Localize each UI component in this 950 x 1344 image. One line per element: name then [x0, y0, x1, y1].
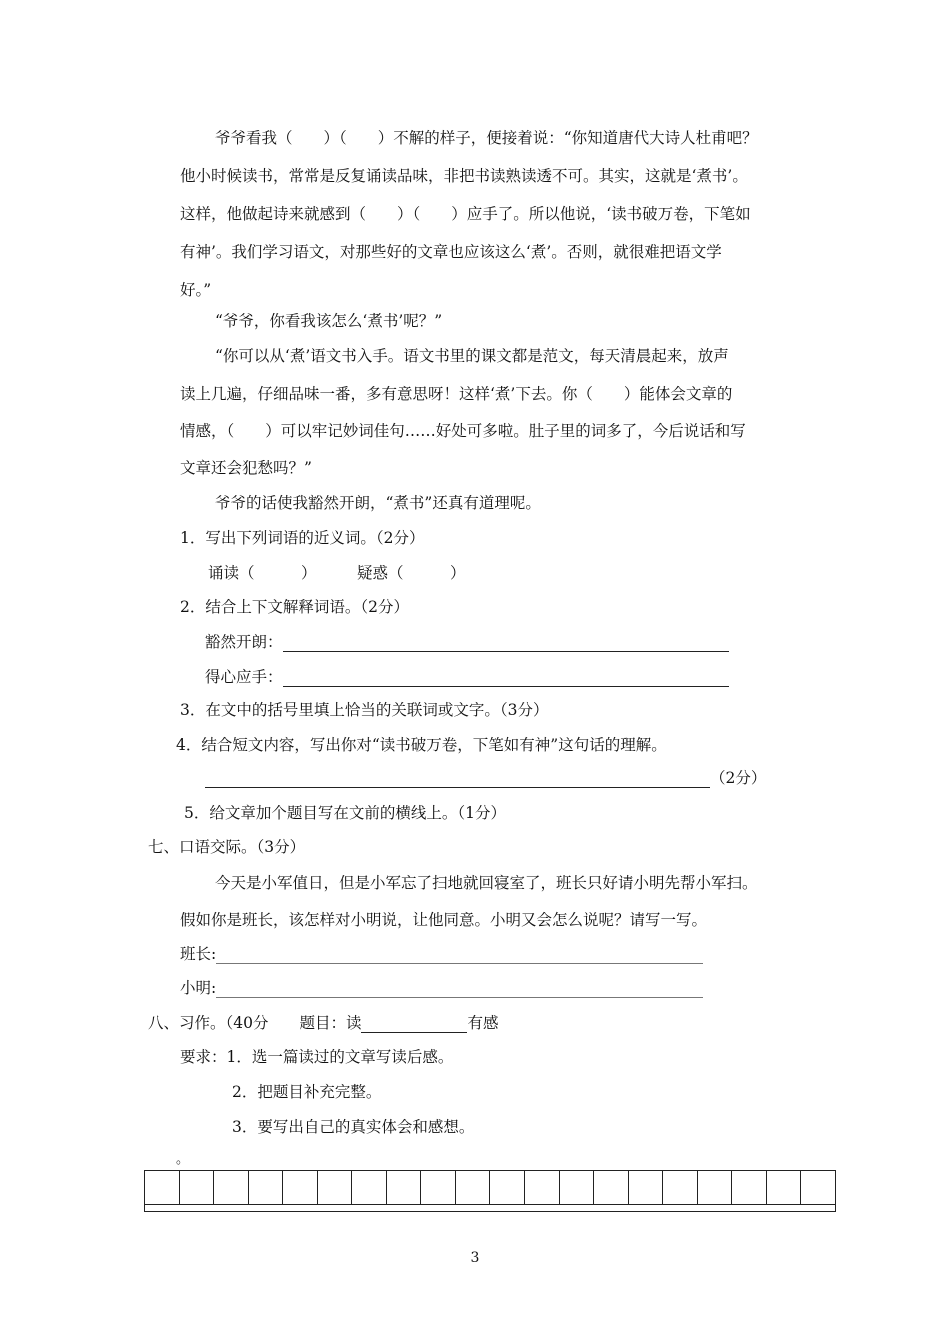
term-row-1 [205, 632, 729, 652]
grid-cell[interactable] [801, 1171, 835, 1204]
xiaoming-label: 小明: [180, 979, 217, 997]
passage-line: 爷爷看我（ ）（ ）不解的样子，便接着说：“你知道唐代大诗人杜甫吧？ [215, 129, 758, 147]
question-5: 5．给文章加个题目写在文前的横线上。（1分） [184, 804, 506, 822]
passage-line: 有神’。我们学习语文，对那些好的文章也应该这么‘煮’。否则，就很难把语文学 [180, 243, 722, 261]
term-label: 得心应手： [205, 668, 283, 686]
passage-line: “爷爷，你看我该怎么‘煮书’呢？” [215, 312, 443, 330]
passage-line: 这样，他做起诗来就感到（ ）（ ）应手了。所以他说，‘读书破万卷，下笔如 [180, 205, 751, 223]
grid-cell[interactable] [456, 1171, 491, 1204]
section-7-title: 七、口语交际。（3分） [148, 838, 306, 856]
xiaoming-row [180, 978, 703, 998]
grid-cell[interactable] [698, 1171, 733, 1204]
section-7-text: 今天是小军值日，但是小军忘了扫地就回寝室了，班长只好请小明先帮小军扫。 [215, 874, 758, 892]
requirement-1: 要求：1．选一篇读过的文章写读后感。 [180, 1048, 454, 1066]
passage-line: 文章还会犯愁吗？” [180, 459, 312, 477]
question-2: 2．结合上下文解释词语。（2分） [180, 598, 409, 616]
passage-line: 好。” [180, 281, 212, 299]
synonym-item-2[interactable]: 疑惑（ ） [357, 564, 466, 582]
grid-cell[interactable] [283, 1171, 318, 1204]
grid-cell[interactable] [732, 1171, 767, 1204]
synonym-item-1[interactable]: 诵读（ ） [208, 564, 317, 582]
requirement-2: 2．把题目补充完整。 [232, 1083, 382, 1101]
requirement-3: 3．要写出自己的真实体会和感想。 [232, 1118, 475, 1136]
grid-cell[interactable] [490, 1171, 525, 1204]
grid-cell[interactable] [594, 1171, 629, 1204]
passage-line: 爷爷的话使我豁然开朗，“煮书”还真有道理呢。 [215, 494, 541, 512]
section-8-title-text: 八、习作。（40分 题目：读 [148, 1014, 362, 1032]
section-7-text: 假如你是班长，该怎样对小明说，让他同意。小明又会怎么说呢？请写一写。 [180, 911, 708, 929]
writing-grid[interactable] [144, 1170, 836, 1212]
grid-cell[interactable] [525, 1171, 560, 1204]
passage-line: “你可以从‘煮’语文书入手。语文书里的课文都是范文，每天清晨起来，放声 [215, 347, 729, 365]
grid-cell[interactable] [249, 1171, 284, 1204]
grid-cell[interactable] [318, 1171, 353, 1204]
grid-cell[interactable] [352, 1171, 387, 1204]
passage-line: 他小时候读书，常常是反复诵读品味，非把书读熟读透不可。其实，这就是‘煮书’。 [180, 167, 748, 185]
grid-cell[interactable] [387, 1171, 422, 1204]
question-3: 3．在文中的括号里填上恰当的关联词或文字。（3分） [180, 701, 549, 719]
grid-cell[interactable] [629, 1171, 664, 1204]
passage-line: 情感，（ ）可以牢记妙词佳句……好处可多啦。肚子里的词多了，今后说话和写 [180, 422, 746, 440]
question-4-answer-row [205, 768, 766, 788]
grid-cell[interactable] [663, 1171, 698, 1204]
answer-line[interactable] [216, 947, 703, 964]
stray-mark: 。 [176, 1152, 190, 1167]
answer-line[interactable] [283, 635, 729, 652]
grid-row [145, 1171, 835, 1205]
term-row-2 [205, 667, 729, 687]
grid-cell[interactable] [767, 1171, 802, 1204]
monitor-row [180, 944, 703, 964]
answer-line[interactable] [216, 981, 703, 998]
answer-line[interactable] [283, 670, 729, 687]
term-label: 豁然开朗： [205, 633, 283, 651]
question-4-score: （2分） [710, 769, 767, 787]
grid-cell[interactable] [180, 1171, 215, 1204]
monitor-label: 班长: [180, 945, 217, 963]
passage-line: 读上几遍，仔细品味一番，多有意思呀！这样‘煮’下去。你（ ）能体会文章的 [180, 385, 733, 403]
grid-cell[interactable] [214, 1171, 249, 1204]
title-blank[interactable] [361, 1016, 467, 1033]
question-1: 1．写出下列词语的近义词。（2分） [180, 529, 425, 547]
grid-cell[interactable] [421, 1171, 456, 1204]
section-8-title [148, 1013, 499, 1033]
section-8-title-suffix: 有感 [467, 1014, 499, 1032]
grid-cell[interactable] [560, 1171, 595, 1204]
page-number: 3 [470, 1250, 480, 1266]
answer-line[interactable] [205, 771, 710, 788]
question-4: 4．结合短文内容，写出你对“读书破万卷，下笔如有神”这句话的理解。 [176, 736, 667, 754]
grid-cell[interactable] [145, 1171, 180, 1204]
